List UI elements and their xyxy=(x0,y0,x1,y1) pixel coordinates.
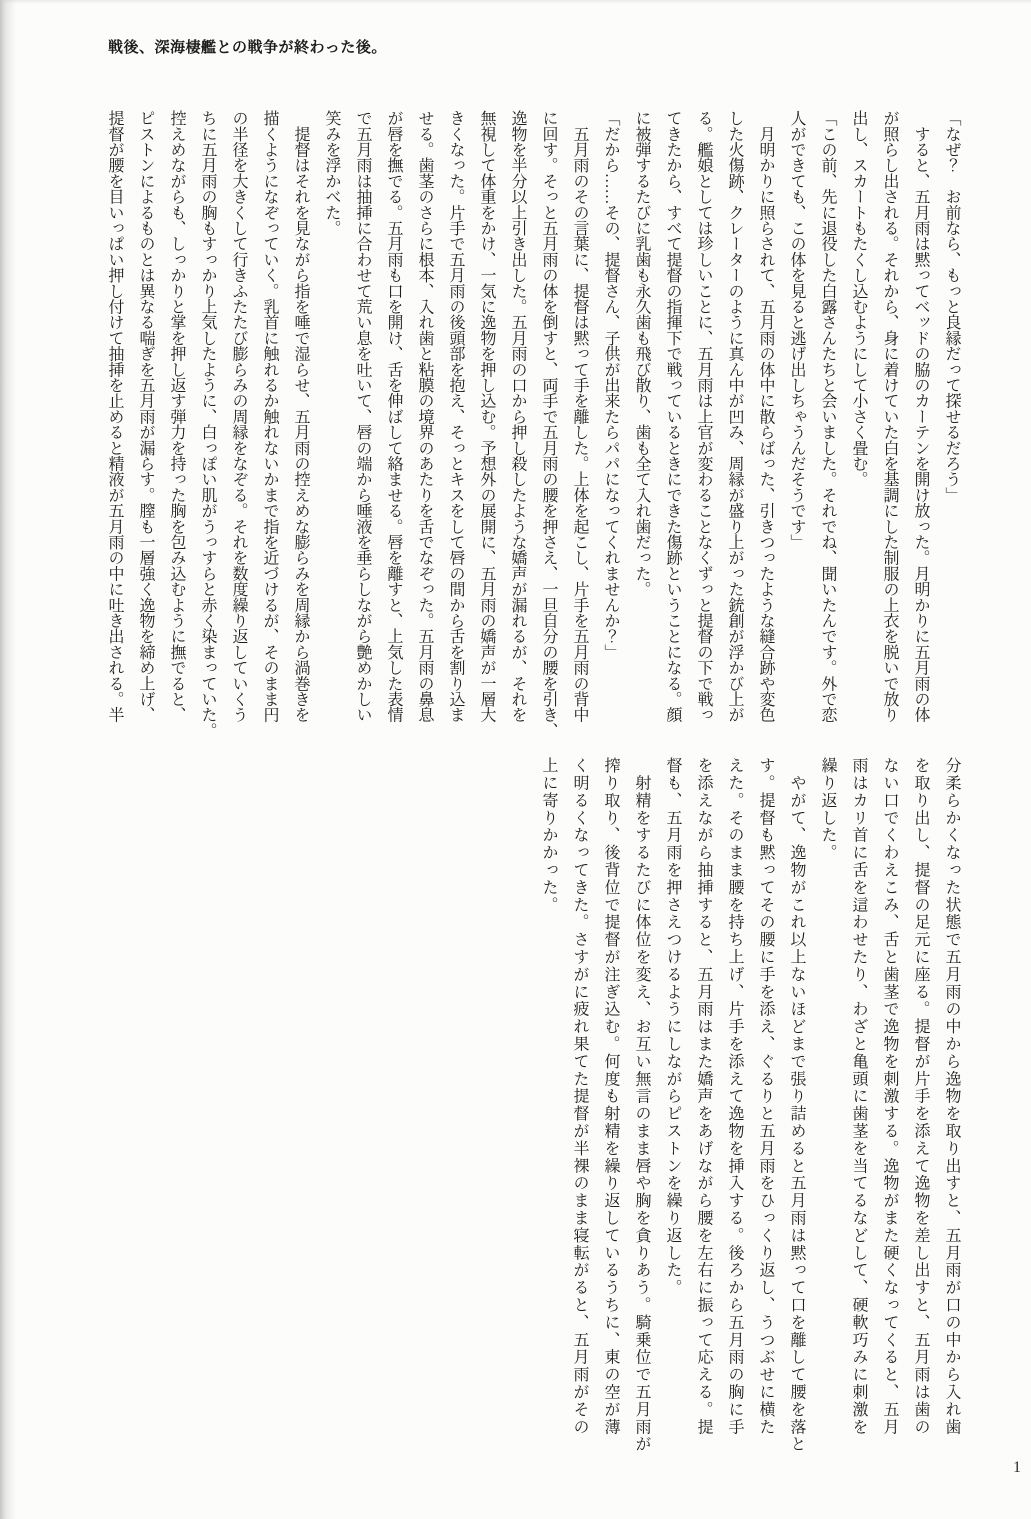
text-column: ちに五月雨の胸もすっかり上気したように、白っぽい肌がうっすらと赤く染まっていた。 xyxy=(199,110,216,739)
text-column: すると、五月雨は黙ってベッドの脇のカーテンを開け放った。月明かりに五月雨の体 xyxy=(912,110,929,723)
text-column: 月明かりに照らされて、五月雨の体中に散らばった、引きつったような縫合跡や変色 xyxy=(757,110,774,723)
text-column: きくなった。片手で五月雨の後頭部を抱え、そっとキスをして唇の間から舌を割り込ま xyxy=(447,110,464,723)
scan-edge-shadow-top xyxy=(0,0,1031,4)
text-column: えた。そのまま腰を持ち上げ、片手を添えて逸物を挿入する。後ろから五月雨の胸に手 xyxy=(726,757,743,1436)
text-column: で五月雨は抽挿に合わせて荒い息を吐いて、唇の端から唾液を垂らしながら艶めかしい xyxy=(354,110,371,723)
lower-text-block xyxy=(533,757,967,1451)
text-column: を添えながら抽挿すると、五月雨はまた嬌声をあげながら腰を左右に振って応える。提 xyxy=(695,757,712,1436)
text-column: 雨はカリ首に舌を這わせたり、わざと亀頭に歯茎を当てるなどして、硬軟巧みに刺激を xyxy=(850,757,867,1436)
text-column: 無視して体重をかけ、一気に逸物を押し込む。予想外の展開に、五月雨の嬌声が一層大 xyxy=(478,110,495,723)
text-column: 繰り返した。 xyxy=(819,757,836,862)
text-column: の半径を大きくして行きふたたび膨らみの周縁をなぞる。それを数度繰り返していくう xyxy=(230,110,247,723)
text-column: した火傷跡、クレーターのように真ん中が凹み、周縁が盛り上がった銃創が浮かび上が xyxy=(726,110,743,723)
text-column: る。艦娘としては珍しいことに、五月雨は上官が変わることなくずっと提督の下で戦っ xyxy=(695,110,712,723)
page-header: 戦後、深海棲艦との戦争が終わった後。 xyxy=(108,39,387,56)
text-column: 「だから……その、提督さん、子供が出来たらパパになってくれませんか？」 xyxy=(602,110,619,660)
text-column: 搾り取り、後背位で提督が注ぎ込む。何度も射精を繰り返しているうちに、東の空が薄 xyxy=(602,757,619,1436)
text-column: 逸物を半分以上引き出した。五月雨の口から押し殺したような嬌声が漏れるが、それを xyxy=(509,110,526,723)
text-column: てきたから、すべて提督の指揮下で戦っているときにできた傷跡ということになる。顔 xyxy=(664,110,681,723)
text-column: 笑みを浮かべた。 xyxy=(323,110,340,236)
text-column: 「なぜ？ お前なら、もっと良縁だって探せるだろう」 xyxy=(943,110,960,503)
text-column: 分柔らかくなった状態で五月雨の中から逸物を取り出すと、五月雨が口の中から入れ歯 xyxy=(943,757,960,1436)
scan-edge-shadow xyxy=(0,0,16,1519)
text-column: 控えめながらも、しっかりと掌を押し返す弾力を持った胸を包み込むように撫でると、 xyxy=(168,110,185,723)
text-column: が照らし出される。それから、身に着けていた白を基調にした制服の上衣を脱いで放り xyxy=(881,110,898,723)
text-column: 描くようになぞっていく。乳首に触れるか触れないかまで指を近づけるが、そのまま円 xyxy=(261,110,278,723)
text-column: ピストンによるものとは異なる喘ぎを五月雨が漏らす。膣も一層強く逸物を締め上げ、 xyxy=(137,110,154,723)
text-column: す。提督も黙ってその腰に手を添え、ぐるりと五月雨をひっくり返し、うつぶせに横た xyxy=(757,757,774,1436)
text-column: に回す。そっと五月雨の体を倒すと、両手で五月雨の腰を押さえ、一旦自分の腰を引き、 xyxy=(540,110,557,739)
text-column: が唇を撫でる。五月雨も口を開け、舌を伸ばして絡ませる。唇を離すと、上気した表情 xyxy=(385,110,402,723)
text-column: せる。歯茎のさらに根本、入れ歯と粘膜の境界のあたりを舌でなぞった。五月雨の鼻息 xyxy=(416,110,433,723)
page-number: 1 xyxy=(1013,1459,1021,1476)
text-column: く明るくなってきた。さすがに疲れ果てた提督が半裸のまま寝転がると、五月雨がその xyxy=(571,757,588,1436)
text-column: ない口でくわえこみ、舌と歯茎で逸物を刺激する。逸物がまた硬くなってくると、五月 xyxy=(881,757,898,1436)
text-column: を取り出し、提督の足元に座る。提督が片手を添えて逸物を差し出すと、五月雨は歯の xyxy=(912,757,929,1436)
text-column: に被弾するたびに乳歯も永久歯も飛び散り、歯も全て入れ歯だった。 xyxy=(633,110,650,597)
text-column: 出し、スカートもたくし込むようにして小さく畳む。 xyxy=(850,110,867,487)
text-column: 五月雨のその言葉に、提督は黙って手を離した。上体を起こし、片手を五月雨の背中 xyxy=(571,110,588,723)
text-column: 上に寄りかかった。 xyxy=(540,757,557,914)
text-column: 提督はそれを見ながら指を唾で湿らせ、五月雨の控えめな膨らみを周縁から渦巻きを xyxy=(292,110,309,723)
upper-text-block xyxy=(99,110,967,739)
text-column: 提督が腰を目いっぱい押し付けて抽挿を止めると精液が五月雨の中に吐き出される。半 xyxy=(106,110,123,723)
text-column: 人ができても、この体を見ると逃げ出しちゃうんだそうです」 xyxy=(788,110,805,550)
text-column: 射精をするたびに体位を変え、お互い無言のまま唇や胸を貪りあう。騎乗位で五月雨が xyxy=(633,757,650,1453)
text-column: 「この前、先に退役した白露さんたちと会いました。それでね、聞いたんです。外で恋 xyxy=(819,110,836,723)
text-column: 督も、五月雨を押さえつけるようにしながらピストンを繰り返した。 xyxy=(664,757,681,1297)
text-column: やがて、逸物がこれ以上ないほどまで張り詰めると五月雨は黙って口を離して腰を落と xyxy=(788,757,805,1453)
